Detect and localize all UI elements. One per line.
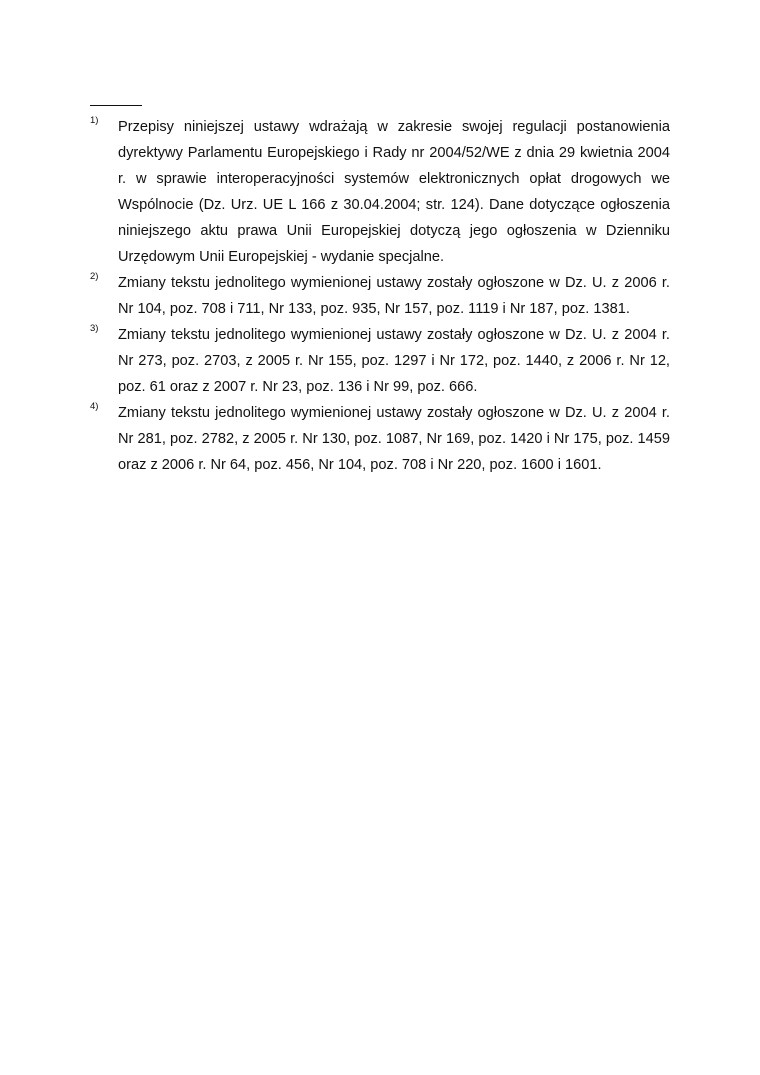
footnote-marker: 1) (90, 115, 99, 126)
footnote-text: Zmiany tekstu jednolitego wymienionej ustawy zostały ogłoszone w Dz. U. z 2006 r. Nr 104, poz. 708 i 711, Nr 133, poz. 935, Nr 157, poz. 1119 i Nr 187, poz. 1381. (118, 275, 670, 317)
footnote-marker: 3) (90, 323, 99, 334)
footnotes-section (90, 114, 670, 478)
footnote-text: Zmiany tekstu jednolitego wymienionej ustawy zostały ogłoszone w Dz. U. z 2004 r. Nr 273, poz. 2703, z 2005 r. Nr 155, poz. 1297 i Nr 172, poz. 1440, z 2006 r. Nr 12, poz. 61 oraz z 2007 r. Nr 23, poz. 136 i Nr 99, poz. 666. (118, 327, 670, 395)
footnote-item (90, 400, 670, 478)
footnote-text: Przepisy niniejszej ustawy wdrażają w zakresie swojej regulacji postanowienia dyrektywy Parlamentu Europejskiego i Rady nr 2004/52/WE z dnia 29 kwietnia 2004 r. w sprawie interoperacyjności systemów elektronicznych opłat drogowych we Wspólnocie (Dz. Urz. UE L 166 z 30.04.2004; str. 124). Dane dotyczące ogłoszenia niniejszego aktu prawa Unii Europejskiej dotyczą jego ogłoszenia w Dzienniku Urzędowym Unii Europejskiej - wydanie specjalne. (118, 119, 670, 265)
footnote-item (90, 114, 670, 270)
footnote-marker: 2) (90, 271, 99, 282)
footnote-text: Zmiany tekstu jednolitego wymienionej ustawy zostały ogłoszone w Dz. U. z 2004 r. Nr 281, poz. 2782, z 2005 r. Nr 130, poz. 1087, Nr 169, poz. 1420 i Nr 175, poz. 1459 oraz z 2006 r. Nr 64, poz. 456, Nr 104, poz. 708 i Nr 220, poz. 1600 i 1601. (118, 405, 670, 473)
footnote-separator (90, 105, 142, 106)
footnote-item (90, 322, 670, 400)
footnote-marker: 4) (90, 401, 99, 412)
footnote-item (90, 270, 670, 322)
